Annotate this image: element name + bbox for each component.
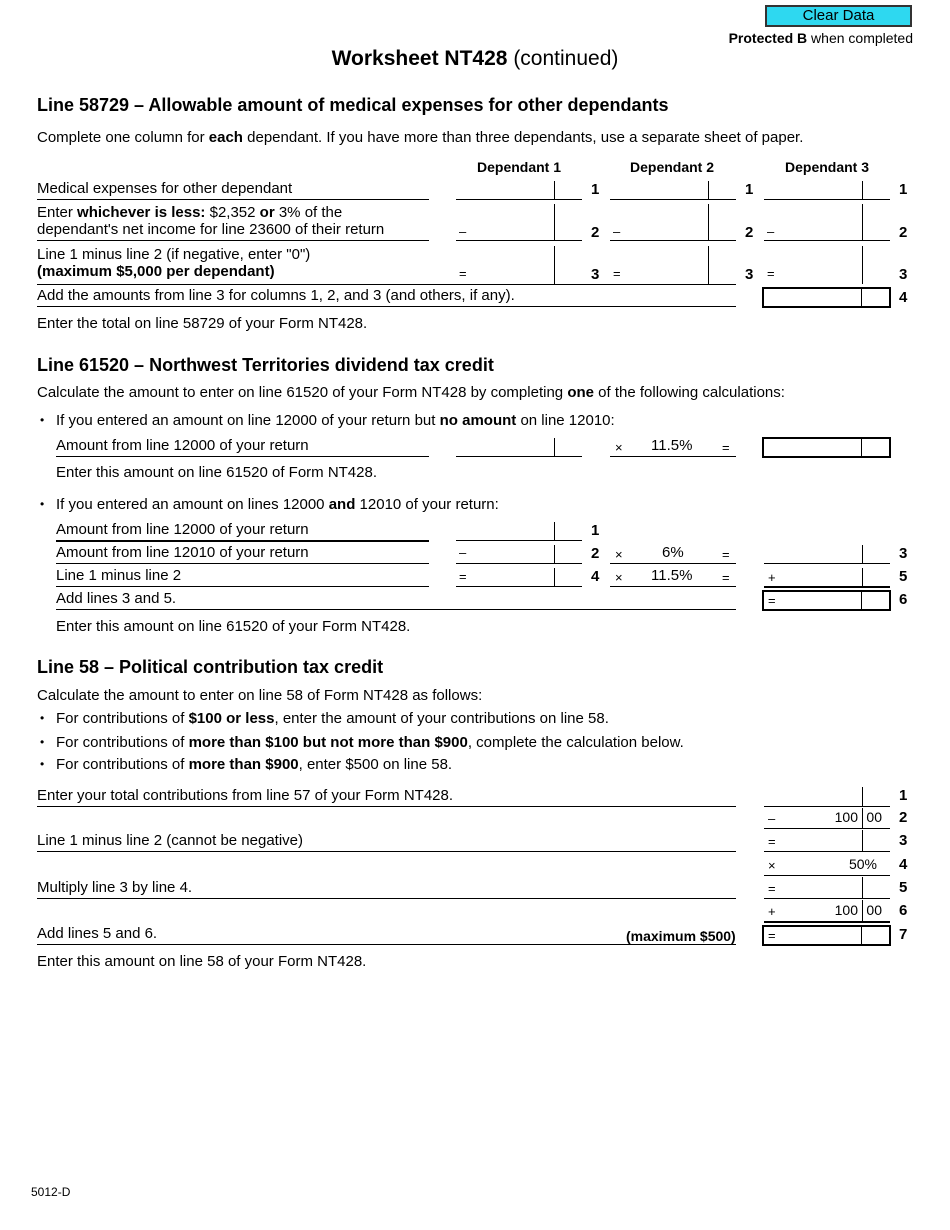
line-number: 7 <box>899 926 908 943</box>
dep3-line2-input[interactable] <box>780 221 864 241</box>
line-number: 4 <box>899 856 908 873</box>
form-code: 5012-D <box>31 1185 71 1199</box>
line-number: 6 <box>899 591 908 608</box>
dividend-b1-row-label: Amount from line 12000 of your return <box>56 437 309 454</box>
equals-sign: = <box>722 440 730 455</box>
medical-footer: Enter the total on line 58729 of your Form NT428. <box>37 315 368 332</box>
rate-value: 11.5% <box>651 567 693 584</box>
rate-value: 6% <box>662 544 684 561</box>
line-number: 3 <box>899 266 908 283</box>
bullet: • <box>40 735 45 749</box>
bullet: • <box>40 497 45 511</box>
line-number: 1 <box>591 522 600 539</box>
line-number: 3 <box>591 266 600 283</box>
equals-sign: = <box>767 266 775 281</box>
equals-sign: = <box>459 569 467 584</box>
medical-intro: Complete one column for each dependant. If you have more than three dependants, use a separate sheet of paper. <box>37 129 804 146</box>
protected-label: Protected B <box>728 30 808 46</box>
dep1-line3-input[interactable] <box>472 264 556 284</box>
title-suffix: (continued) <box>513 47 619 70</box>
political-bullet1: For contributions of $100 or less, enter the amount of your contributions on line 58. <box>56 710 609 727</box>
dividend-intro: Calculate the amount to enter on line 61520 of your Form NT428 by completing one of the following calculations: <box>37 384 785 401</box>
political-row3-label: Line 1 minus line 2 (cannot be negative) <box>37 832 304 849</box>
dividend-b2-result-box[interactable] <box>762 590 891 611</box>
equals-sign: = <box>459 266 467 281</box>
plus-sign: + <box>768 904 776 919</box>
clear-data-button[interactable]: Clear Data <box>765 5 912 27</box>
medical-row2-line2: dependant's net income for line 23600 of their return <box>37 221 385 238</box>
medical-row4-label: Add the amounts from line 3 for columns 1, 2, and 3 (and others, if any). <box>37 287 515 304</box>
political-bullet2: For contributions of more than $100 but not more than $900, complete the calculation below. <box>56 734 684 751</box>
dividend-b1-result-box[interactable] <box>762 437 891 458</box>
bullet: • <box>40 413 45 427</box>
dividend-b2-line4-input[interactable] <box>472 568 556 588</box>
dep1-line2-input[interactable] <box>472 221 556 241</box>
col-dependant-1: Dependant 1 <box>477 159 562 175</box>
line-number: 5 <box>899 568 908 585</box>
times-sign: × <box>615 570 623 585</box>
medical-row2-label: Enter whichever is less: $2,352 or 3% of the <box>37 204 343 221</box>
times-sign: × <box>615 547 623 562</box>
political-line2-dollars: 100 <box>834 809 858 825</box>
dep2-line2-input[interactable] <box>626 221 710 241</box>
minus-sign: – <box>459 224 467 239</box>
dep3-line3-input[interactable] <box>780 264 864 284</box>
times-sign: × <box>768 858 776 873</box>
political-heading: Line 58 – Political contribution tax credit <box>37 657 384 677</box>
dividend-bullet1: If you entered an amount on line 12000 of your return but no amount on line 12010: <box>56 412 615 429</box>
equals-sign: = <box>613 266 621 281</box>
line-number: 2 <box>591 224 600 241</box>
protected-suffix: when completed <box>811 30 913 46</box>
political-row1-label: Enter your total contributions from line 57 of your Form NT428. <box>37 787 454 804</box>
political-bullet3: For contributions of more than $900, enter $500 on line 58. <box>56 756 453 773</box>
political-footer: Enter this amount on line 58 of your Form NT428. <box>37 953 367 970</box>
dividend-b2-row1-label: Amount from line 12000 of your return <box>56 521 309 538</box>
equals-sign: = <box>768 881 776 896</box>
line-number: 4 <box>899 289 908 306</box>
line-number: 2 <box>745 224 754 241</box>
dividend-b2-row3-label: Line 1 minus line 2 <box>56 567 182 584</box>
line-number: 5 <box>899 879 908 896</box>
line-number: 3 <box>745 266 754 283</box>
dividend-b2-line3-input[interactable] <box>766 545 864 565</box>
political-line5-input[interactable] <box>780 879 864 899</box>
line-number: 1 <box>899 787 908 804</box>
minus-sign: – <box>767 224 775 239</box>
line-number: 1 <box>899 181 908 198</box>
equals-sign: = <box>768 834 776 849</box>
dividend-b2-row2-label: Amount from line 12010 of your return <box>56 544 309 561</box>
political-line3-input[interactable] <box>780 832 864 852</box>
line-number: 1 <box>745 181 754 198</box>
political-row5-label: Multiply line 3 by line 4. <box>37 879 193 896</box>
col-dependant-3: Dependant 3 <box>785 159 870 175</box>
medical-total-box[interactable] <box>762 287 891 308</box>
title-main: Worksheet NT428 <box>331 47 508 70</box>
line-number: 6 <box>899 902 908 919</box>
political-max-note: (maximum $500) <box>626 928 736 944</box>
political-line2-cents: 00 <box>866 809 882 825</box>
line-number: 1 <box>591 181 600 198</box>
line-number: 2 <box>591 545 600 562</box>
protected-status <box>729 30 913 46</box>
dividend-b2-line2-input[interactable] <box>472 545 556 565</box>
bullet: • <box>40 757 45 771</box>
political-result-box[interactable] <box>762 925 891 946</box>
dep3-line1-input[interactable] <box>766 181 864 201</box>
minus-sign: – <box>459 545 467 560</box>
medical-row1-label: Medical expenses for other dependant <box>37 180 293 197</box>
dividend-b2-footer: Enter this amount on line 61520 of your Form NT428. <box>56 618 411 635</box>
dividend-bullet2: If you entered an amount on lines 12000 and 12010 of your return: <box>56 496 499 513</box>
dividend-b1-amount-input[interactable] <box>458 438 556 458</box>
plus-sign: + <box>768 570 776 585</box>
dep1-line1-input[interactable] <box>458 181 556 201</box>
political-line1-input[interactable] <box>766 787 864 807</box>
medical-row3-label: Line 1 minus line 2 (if negative, enter "0") <box>37 246 311 263</box>
dividend-b1-footer: Enter this amount on line 61520 of Form NT428. <box>56 464 378 481</box>
equals-sign: = <box>768 928 776 943</box>
line-number: 3 <box>899 545 908 562</box>
line-number: 2 <box>899 224 908 241</box>
political-line6-cents: 00 <box>866 902 882 918</box>
political-line4-rate: 50% <box>848 856 877 872</box>
political-row7-label: Add lines 5 and 6. <box>37 925 158 942</box>
minus-sign: – <box>768 811 776 826</box>
equals-sign: = <box>722 570 730 585</box>
times-sign: × <box>615 440 623 455</box>
rate-value: 11.5% <box>651 437 693 454</box>
equals-sign: = <box>768 593 776 608</box>
dep2-line1-input[interactable] <box>612 181 710 201</box>
line-number: 2 <box>899 809 908 826</box>
political-line6-dollars: 100 <box>834 902 858 918</box>
line-number: 3 <box>899 832 908 849</box>
dividend-b2-line1-input[interactable] <box>458 522 556 542</box>
dividend-b2-row4-label: Add lines 3 and 5. <box>56 590 177 607</box>
dividend-b2-line5-input[interactable] <box>780 568 864 588</box>
bullet: • <box>40 711 45 725</box>
medical-heading: Line 58729 – Allowable amount of medical expenses for other dependants <box>37 95 669 115</box>
col-dependant-2: Dependant 2 <box>630 159 715 175</box>
medical-row3-max: (maximum $5,000 per dependant) <box>37 263 275 280</box>
political-intro: Calculate the amount to enter on line 58 of Form NT428 as follows: <box>37 687 483 704</box>
minus-sign: – <box>613 224 621 239</box>
line-number: 4 <box>591 568 600 585</box>
page-title <box>0 47 950 71</box>
dep2-line3-input[interactable] <box>626 264 710 284</box>
dividend-heading: Line 61520 – Northwest Territories dividend tax credit <box>37 355 494 375</box>
equals-sign: = <box>722 547 730 562</box>
